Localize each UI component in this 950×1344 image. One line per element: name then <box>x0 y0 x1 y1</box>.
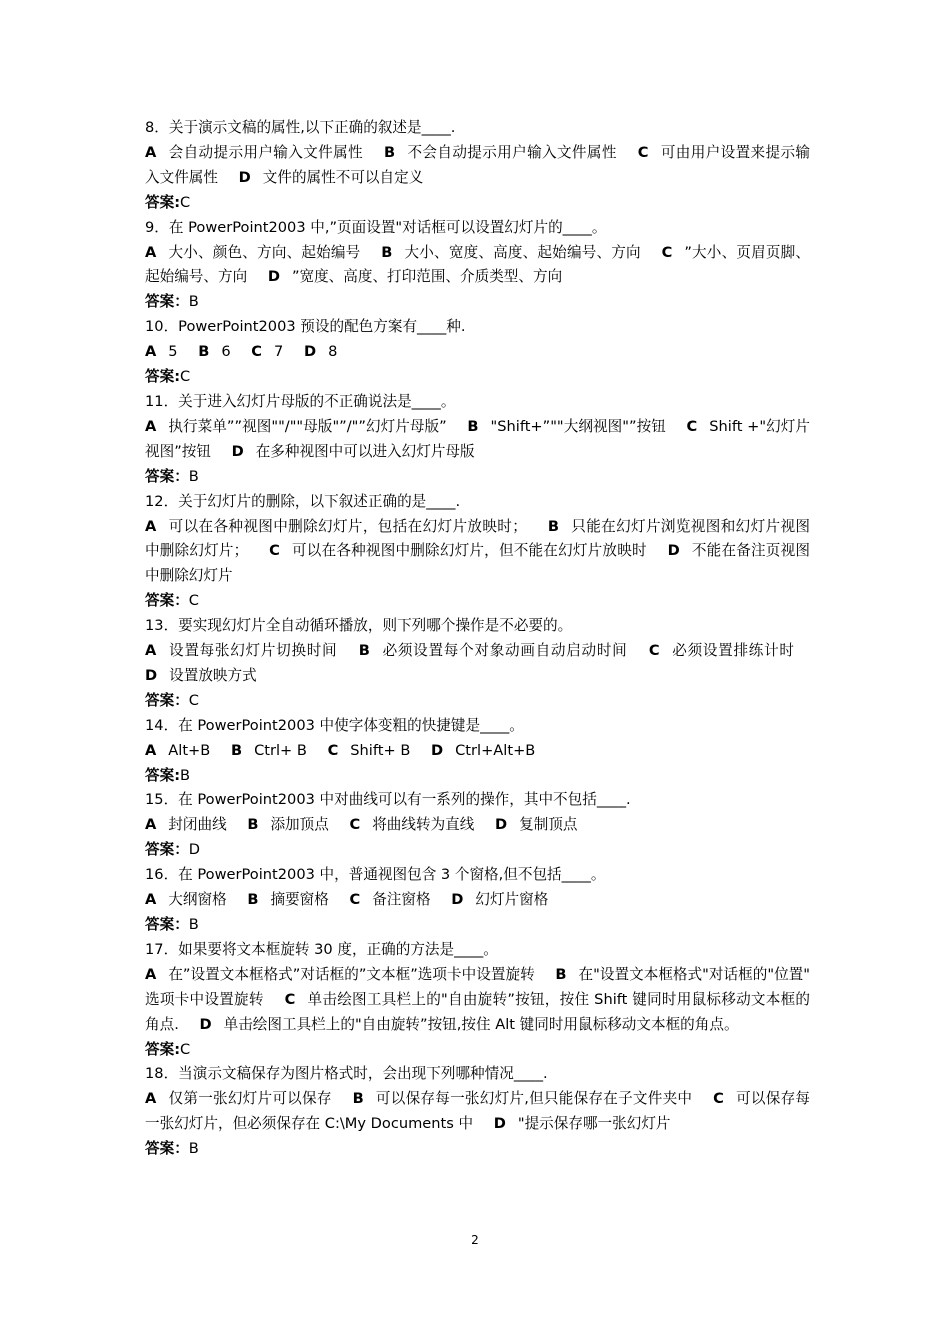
option-letter: D <box>303 343 317 361</box>
option-letter: A <box>145 642 157 660</box>
option-a <box>145 642 353 659</box>
answer-line <box>145 1038 810 1063</box>
option-text: Shift+ B <box>350 741 411 759</box>
option-letter: A <box>145 891 157 909</box>
question-options <box>145 340 810 365</box>
option-letter: B <box>467 417 479 435</box>
option-letter: B <box>381 243 393 261</box>
option-text: 单击绘图工具栏上的"自由旋转”按钮，按住 Shift 键同时用鼠标移动文本框的角点. <box>145 990 811 1033</box>
option-d <box>199 1016 754 1033</box>
question-options <box>145 739 810 764</box>
option-b <box>247 816 345 833</box>
answer-value: C <box>188 592 199 610</box>
answer-line <box>145 365 810 390</box>
question-stem: 13．要实现幻灯片全自动循环播放，则下列哪个操作是不必要的。 <box>145 617 573 635</box>
option-b <box>353 1090 709 1107</box>
answer-value: C <box>188 691 199 709</box>
option-d <box>495 816 594 833</box>
option-letter: A <box>145 143 157 161</box>
option-text: Shift +"幻灯片视图”按钮 <box>145 417 810 460</box>
option-a <box>145 966 551 983</box>
question-options <box>145 515 810 590</box>
question-options <box>145 241 810 291</box>
option-b <box>384 144 633 161</box>
question-stem: 10．PowerPoint2003 预设的配色方案有____种. <box>145 318 466 336</box>
option-letter: A <box>145 741 157 759</box>
option-a <box>145 518 543 535</box>
question-block <box>145 938 810 1063</box>
option-letter: A <box>145 816 157 834</box>
option-a <box>145 343 194 360</box>
option-c <box>269 542 663 559</box>
option-b <box>467 418 681 435</box>
option-letter: B <box>352 1090 364 1108</box>
question-options <box>145 813 810 838</box>
option-text: 可由用户设置来提示输入文件属性 <box>145 143 810 186</box>
question-stem: 14．在 PowerPoint2003 中使字体变粗的快捷键是____。 <box>145 716 524 734</box>
option-a <box>145 144 379 161</box>
option-d <box>451 891 564 908</box>
option-letter: A <box>145 1090 157 1108</box>
option-d <box>145 667 273 684</box>
option-d <box>268 268 578 285</box>
option-letter: B <box>198 343 210 361</box>
option-letter: B <box>247 891 259 909</box>
answer-line <box>145 589 810 614</box>
option-b <box>231 742 323 759</box>
option-text: 可以在各种视图中删除幻灯片，包括在幻灯片放映时； <box>168 517 527 535</box>
option-letter: C <box>637 143 649 161</box>
option-letter: D <box>238 168 251 186</box>
option-c <box>328 742 427 759</box>
option-text: Ctrl+ B <box>254 741 307 759</box>
option-letter: D <box>495 816 508 834</box>
option-a <box>145 891 243 908</box>
answer-label: 答案: <box>145 766 181 784</box>
option-text: 摘要窗格 <box>270 891 329 909</box>
question-block <box>145 788 810 863</box>
question-options <box>145 141 810 191</box>
option-letter: C <box>713 1090 724 1108</box>
question-options <box>145 888 810 913</box>
option-text: 大纲窗格 <box>168 891 227 909</box>
option-text: 只能在幻灯片浏览视图和幻灯片视图中删除幻灯片； <box>145 517 810 560</box>
option-c <box>349 891 446 908</box>
question-stem: 9．在 PowerPoint2003 中,”页面设置"对话框可以设置幻灯片的____。 <box>145 218 607 236</box>
option-letter: D <box>231 442 244 460</box>
option-text: 必须设置每个对象动画自动启动时间 <box>381 642 628 660</box>
question-options <box>145 639 810 689</box>
option-b <box>381 244 657 261</box>
option-letter: D <box>451 891 464 909</box>
option-text: 单击绘图工具栏上的"自由旋转”按钮,按住 Alt 键同时用鼠标移动文本框的角点。 <box>223 1015 739 1033</box>
option-text: 可以保存每一张幻灯片，但必须保存在 C:\My Documents 中 <box>145 1090 810 1133</box>
option-text: "提示保存哪一张幻灯片 <box>517 1115 671 1133</box>
option-text: ”大小、页眉页脚、起始编号、方向 <box>145 243 810 286</box>
option-letter: A <box>145 343 157 361</box>
answer-value: B <box>180 766 191 784</box>
answer-value: C <box>180 368 191 386</box>
option-b <box>359 642 644 659</box>
option-text: 设置放映方式 <box>169 666 257 684</box>
option-text: 大小、颜色、方向、起始编号 <box>168 243 361 261</box>
option-d <box>431 742 551 759</box>
option-letter: D <box>145 666 158 684</box>
option-letter: A <box>145 417 157 435</box>
option-letter: D <box>430 741 444 759</box>
option-b <box>247 891 345 908</box>
option-text: 可以保存每一张幻灯片,但只能保存在子文件夹中 <box>375 1090 693 1108</box>
answer-label: 答案： <box>145 916 189 933</box>
option-letter: A <box>145 243 157 261</box>
answer-value: D <box>188 841 201 859</box>
question-block <box>145 1062 810 1162</box>
option-text: 复制顶点 <box>519 816 578 834</box>
option-letter: B <box>384 143 396 161</box>
option-letter: C <box>269 542 280 560</box>
option-letter: C <box>327 741 339 759</box>
answer-line <box>145 1137 810 1162</box>
option-c <box>649 642 810 659</box>
answer-label: 答案： <box>145 691 189 709</box>
option-d <box>239 169 440 186</box>
answer-value: B <box>188 467 199 485</box>
option-text: Alt+B <box>168 741 211 759</box>
option-text: 在”设置文本框格式”对话框的”文本框”选项卡中设置旋转 <box>168 965 535 983</box>
option-letter: B <box>547 517 559 535</box>
option-text: 6 <box>221 343 231 361</box>
option-b <box>198 343 246 360</box>
option-d <box>232 443 491 460</box>
question-stem: 17．如果要将文本框旋转 30 度，正确的方法是____。 <box>145 940 498 958</box>
option-letter: C <box>349 891 361 909</box>
option-text: 8 <box>328 343 338 361</box>
option-letter: A <box>145 517 157 535</box>
answer-label: 答案： <box>145 293 189 311</box>
option-letter: D <box>199 1015 212 1033</box>
option-text: 执行菜单””视图""/""母版"”/"”幻灯片母版” <box>168 417 447 435</box>
option-text: 可以在各种视图中删除幻灯片，但不能在幻灯片放映时 <box>291 542 647 560</box>
question-stem: 18．当演示文稿保存为图片格式时，会出现下列哪种情况____. <box>145 1065 548 1083</box>
answer-line <box>145 689 810 714</box>
answer-value: B <box>188 293 199 311</box>
option-text: 封闭曲线 <box>168 816 227 834</box>
question-block <box>145 390 810 490</box>
option-text: 在多种视图中可以进入幻灯片母版 <box>255 442 475 460</box>
answer-label: 答案： <box>145 467 189 485</box>
option-text: 必须设置排练计时 <box>671 642 794 660</box>
question-block <box>145 216 810 316</box>
option-letter: D <box>493 1115 506 1133</box>
option-d <box>304 343 353 360</box>
option-letter: C <box>648 642 660 660</box>
answer-value: B <box>188 1140 199 1158</box>
answer-label: 答案： <box>145 592 189 610</box>
question-options <box>145 415 810 465</box>
option-text: 在"设置文本框格式"对话框的"位置" 选项卡中设置旋转 <box>145 965 811 1008</box>
answer-line <box>145 764 810 789</box>
answer-line <box>145 290 810 315</box>
answer-value: C <box>180 193 191 211</box>
answer-label: 答案： <box>145 841 189 859</box>
option-letter: B <box>555 965 567 983</box>
option-d <box>494 1115 687 1132</box>
question-block <box>145 863 810 938</box>
question-stem: 11．关于进入幻灯片母版的不正确说法是____。 <box>145 392 456 410</box>
question-options <box>145 963 810 1038</box>
answer-label: 答案: <box>145 368 181 386</box>
answer-line <box>145 465 810 490</box>
option-a <box>145 742 226 759</box>
option-text: 幻灯片窗格 <box>475 891 549 909</box>
option-letter: D <box>267 268 280 286</box>
answer-label: 答案: <box>145 193 181 211</box>
option-letter: B <box>247 816 259 834</box>
option-text: 文件的属性不可以自定义 <box>262 168 424 186</box>
answer-value: C <box>180 1040 191 1058</box>
answer-label: 答案: <box>145 1040 181 1058</box>
option-letter: C <box>284 990 296 1008</box>
question-stem: 15．在 PowerPoint2003 中对曲线可以有一系列的操作，其中不包括____. <box>145 791 631 809</box>
option-letter: C <box>661 243 673 261</box>
option-text: 大小、宽度、高度、起始编号、方向 <box>404 243 641 261</box>
option-letter: D <box>667 542 680 560</box>
answer-line <box>145 191 810 216</box>
question-options <box>145 1087 810 1137</box>
option-letter: C <box>686 417 698 435</box>
question-block <box>145 614 810 714</box>
answer-value: B <box>188 916 199 933</box>
option-letter: A <box>145 965 157 983</box>
option-a <box>145 244 376 261</box>
option-letter: B <box>358 642 370 660</box>
question-block <box>145 490 810 615</box>
answer-line <box>145 838 810 863</box>
option-text: 将曲线转为直线 <box>372 816 475 834</box>
option-letter: C <box>251 343 263 361</box>
question-stem: 12．关于幻灯片的删除，以下叙述正确的是____. <box>145 492 461 510</box>
option-a <box>145 816 243 833</box>
option-text: 备注窗格 <box>372 891 431 909</box>
option-letter: C <box>349 816 361 834</box>
answer-line <box>145 913 810 938</box>
option-text: 设置每张幻灯片切换时间 <box>168 642 338 660</box>
option-c <box>349 816 490 833</box>
option-c <box>251 343 299 360</box>
option-text: 添加顶点 <box>270 816 329 834</box>
option-a <box>145 1090 348 1107</box>
option-text: "Shift+”""大纲视图"”按钮 <box>490 417 666 435</box>
option-text: 7 <box>274 343 284 361</box>
answer-label: 答案： <box>145 1140 189 1158</box>
option-a <box>145 418 463 435</box>
question-block <box>145 714 810 789</box>
option-text: 不会自动提示用户输入文件属性 <box>407 143 617 161</box>
option-text: Ctrl+Alt+B <box>455 741 536 759</box>
page-number: 2 <box>471 1233 479 1247</box>
question-block <box>145 315 810 390</box>
option-letter: B <box>230 741 243 759</box>
option-text: 会自动提示用户输入文件属性 <box>168 143 363 161</box>
question-list <box>145 116 810 1162</box>
question-stem: 16．在 PowerPoint2003 中，普通视图包含 3 个窗格,但不包括____。 <box>145 866 606 884</box>
question-block <box>145 116 810 216</box>
option-text: ”宽度、高度、打印范围、介质类型、方向 <box>291 268 563 286</box>
option-text: 5 <box>168 343 178 361</box>
question-stem: 8．关于演示文稿的属性,以下正确的叙述是____. <box>145 119 456 136</box>
option-text: 仅第一张幻灯片可以保存 <box>168 1090 332 1108</box>
option-text: 不能在备注页视图中删除幻灯片 <box>145 542 810 585</box>
